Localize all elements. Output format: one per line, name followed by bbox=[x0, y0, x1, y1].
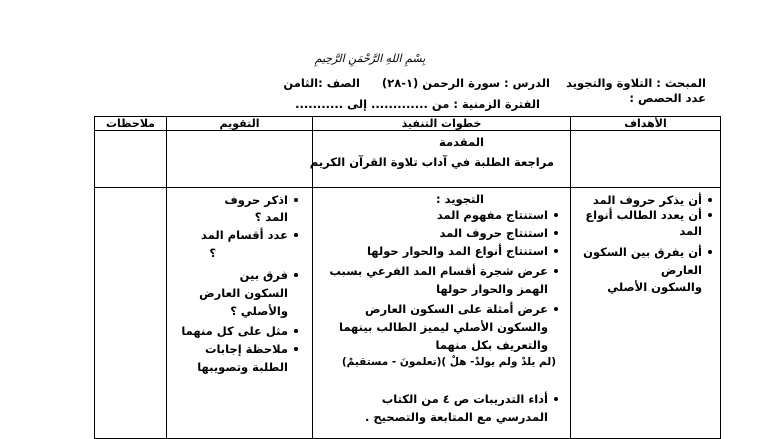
lesson-label: الدرس : سورة الرحمن (١-٢٨) bbox=[381, 76, 550, 90]
objective-item: أن يعدد الطالب أنواع bbox=[585, 208, 702, 222]
steps-title: التجويد : bbox=[435, 192, 484, 206]
evaluation-item: فرق بين bbox=[239, 268, 288, 282]
objective-item: أن يذكر حروف المد bbox=[592, 193, 702, 207]
evaluation-item: السكون العارض bbox=[199, 286, 288, 300]
objectives-header: الأهداف bbox=[571, 117, 721, 131]
notes-header: ملاحظات bbox=[95, 117, 167, 131]
step-item: والسكون الأصلي ليميز الطالب بينهما bbox=[339, 320, 548, 334]
evaluation-item: اذكر حروف bbox=[224, 193, 288, 207]
table-header-row bbox=[95, 117, 721, 131]
evaluation-item: ملاحظة إجابات bbox=[204, 342, 288, 356]
step-item: والتعريف بكل منهما bbox=[435, 338, 548, 352]
evaluation-item: الطلبة وتصويبها bbox=[197, 360, 288, 374]
evaluation-item: مثل على كل منهما bbox=[181, 324, 288, 338]
intro-steps-cell bbox=[309, 131, 571, 188]
evaluation-header: التقويم bbox=[167, 117, 313, 131]
intro-title: المقدمة bbox=[439, 135, 484, 149]
objective-item: العارض bbox=[660, 263, 702, 277]
steps-cell bbox=[313, 188, 571, 439]
bismillah: بِسْمِ اللهِ الرَّحْمَنِ الرَّحِيمِ bbox=[314, 52, 426, 65]
grade-label: الصف :الثامن bbox=[283, 76, 360, 90]
intro-evaluation-cell bbox=[167, 131, 313, 188]
subject-label: المبحث : التلاوة والتجويد bbox=[566, 76, 706, 90]
step-item: استنتاج أنواع المد والحوار حولها bbox=[366, 244, 548, 258]
step-item: عرض شجرة أقسام المد الفرعي بسبب bbox=[329, 264, 548, 278]
step-item: المدرسي مع المتابعة والتصحيح . bbox=[364, 410, 548, 424]
evaluation-item: المد ؟ bbox=[254, 210, 288, 224]
timeframe-label: الفترة الزمنية : من ............. إلى ........... bbox=[295, 97, 540, 111]
evaluation-cell bbox=[167, 188, 313, 439]
evaluation-item: ؟ bbox=[209, 246, 216, 260]
objectives-cell bbox=[571, 188, 721, 439]
step-item: الهمز والحوار حولها bbox=[436, 282, 548, 296]
step-item: أداء التدريبات ص ٤ من الكتاب bbox=[381, 392, 548, 406]
step-item: استنتاج حروف المد bbox=[439, 226, 548, 240]
evaluation-item: والأصلي ؟ bbox=[230, 304, 288, 318]
step-item: عرض أمثلة على السكون العارض bbox=[365, 302, 548, 316]
step-item: استنتاج مفهوم المد bbox=[436, 208, 548, 222]
steps-header: خطوات التنفيذ bbox=[313, 117, 571, 131]
lesson-plan-table bbox=[94, 116, 721, 439]
intro-objectives-cell bbox=[571, 131, 721, 188]
intro-text: مراجعة الطلبة في آداب تلاوة القرآن الكريم bbox=[309, 155, 554, 169]
objective-item: والسكون الأصلي bbox=[607, 280, 702, 294]
step-examples: (لم يلدْ ولم يولدْ- هلْ )(تعلمونَ - مستقيمْ) bbox=[341, 356, 556, 368]
objective-item: المد bbox=[679, 224, 702, 238]
objective-item: أن يفرق بين السكون bbox=[583, 245, 702, 259]
evaluation-item: عدد أقسام المد bbox=[201, 228, 288, 242]
intro-row bbox=[95, 131, 721, 188]
intro-notes-cell bbox=[95, 131, 167, 188]
content-row bbox=[95, 188, 721, 439]
notes-cell bbox=[95, 188, 167, 439]
periods-label: عدد الحصص : bbox=[629, 91, 706, 105]
